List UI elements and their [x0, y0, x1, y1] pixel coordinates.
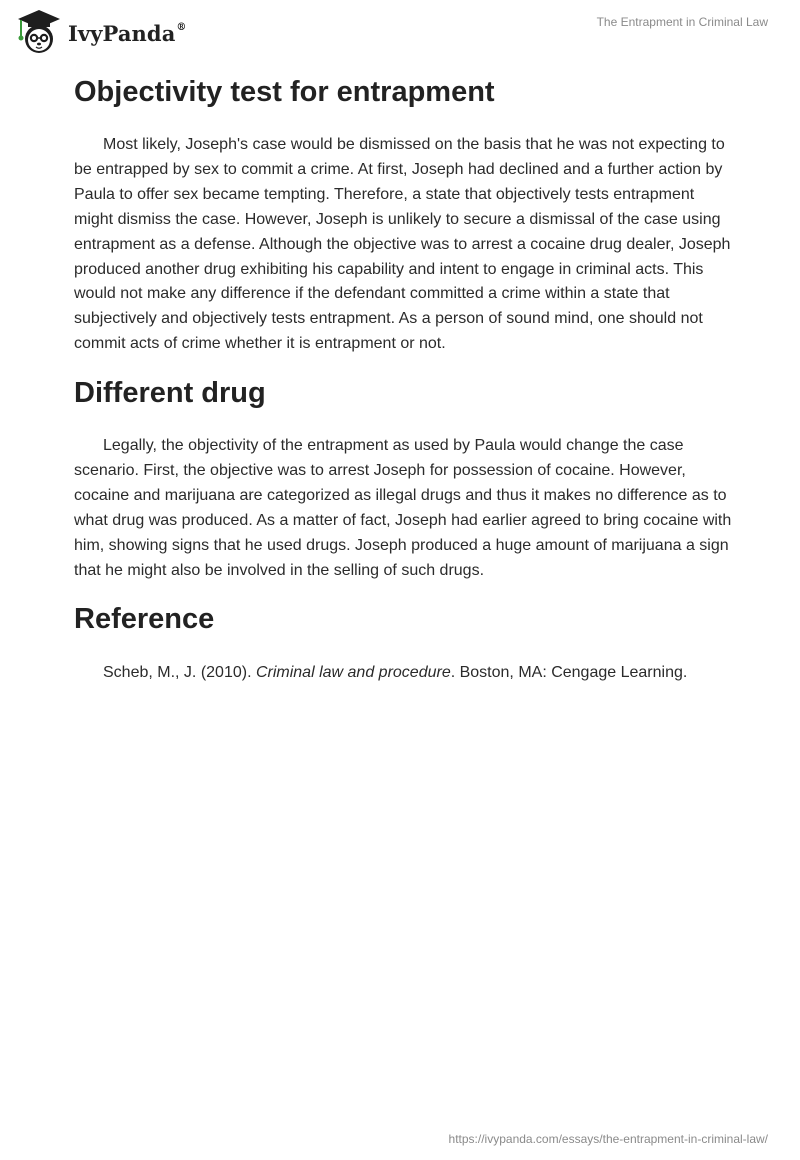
essay-body	[74, 70, 734, 686]
section-heading-reference: Reference	[74, 602, 215, 635]
reference-entry	[74, 661, 734, 686]
ivypanda-logo[interactable]	[14, 8, 187, 56]
reference-publisher: . Boston, MA: Cengage Learning.	[450, 663, 688, 681]
panda-mortarboard-icon	[14, 8, 64, 56]
section-heading-different-drug: Different drug	[74, 377, 266, 410]
source-url[interactable]: https://ivypanda.com/essays/the-entrapment-in-criminal-law/	[448, 1132, 768, 1146]
page-header	[0, 0, 800, 60]
section-paragraph-different-drug: Legally, the objectivity of the entrapment as used by Paula would change the case scenario. First, the objective was to arrest Joseph for possession of cocaine. However, cocaine and marijuana are categorized as illegal drugs and thus it makes no difference as to what drug was produced. As a matter of fact, Joseph had earlier agreed to bring cocaine with him, showing signs that he used drugs. Joseph produced a huge amount of marijuana a sign that he might also be involved in the selling of such drugs.	[74, 437, 732, 579]
reference-authors: Scheb, M., J. (2010).	[103, 663, 256, 681]
document-title: The Entrapment in Criminal Law	[596, 15, 768, 29]
section-paragraph-objectivity-test: Most likely, Joseph's case would be dismissed on the basis that he was not expecting to be entrapped by sex to commit a crime. At first, Joseph had declined and a further action by Paula to offer sex became tempting. Therefore, a state that objectively tests entrapment might dismiss the case. However, Joseph is unlikely to secure a dismissal of the case using entrapment as a defense. Although the objective was to arrest a cocaine drug dealer, Joseph produced another drug exhibiting his capability and intent to engage in criminal acts. This would not make any difference if the defendant committed a crime within a state that subjectively and objectively tests entrapment. As a person of sound mind, one should not commit acts of crime whether it is entrapment or not.	[74, 136, 731, 353]
reference-title: Criminal law and procedure	[255, 663, 451, 681]
registered-mark: ®	[176, 21, 187, 33]
brand-name: IvyPanda®	[68, 20, 187, 46]
section-heading-objectivity-test: Objectivity test for entrapment	[74, 76, 495, 108]
